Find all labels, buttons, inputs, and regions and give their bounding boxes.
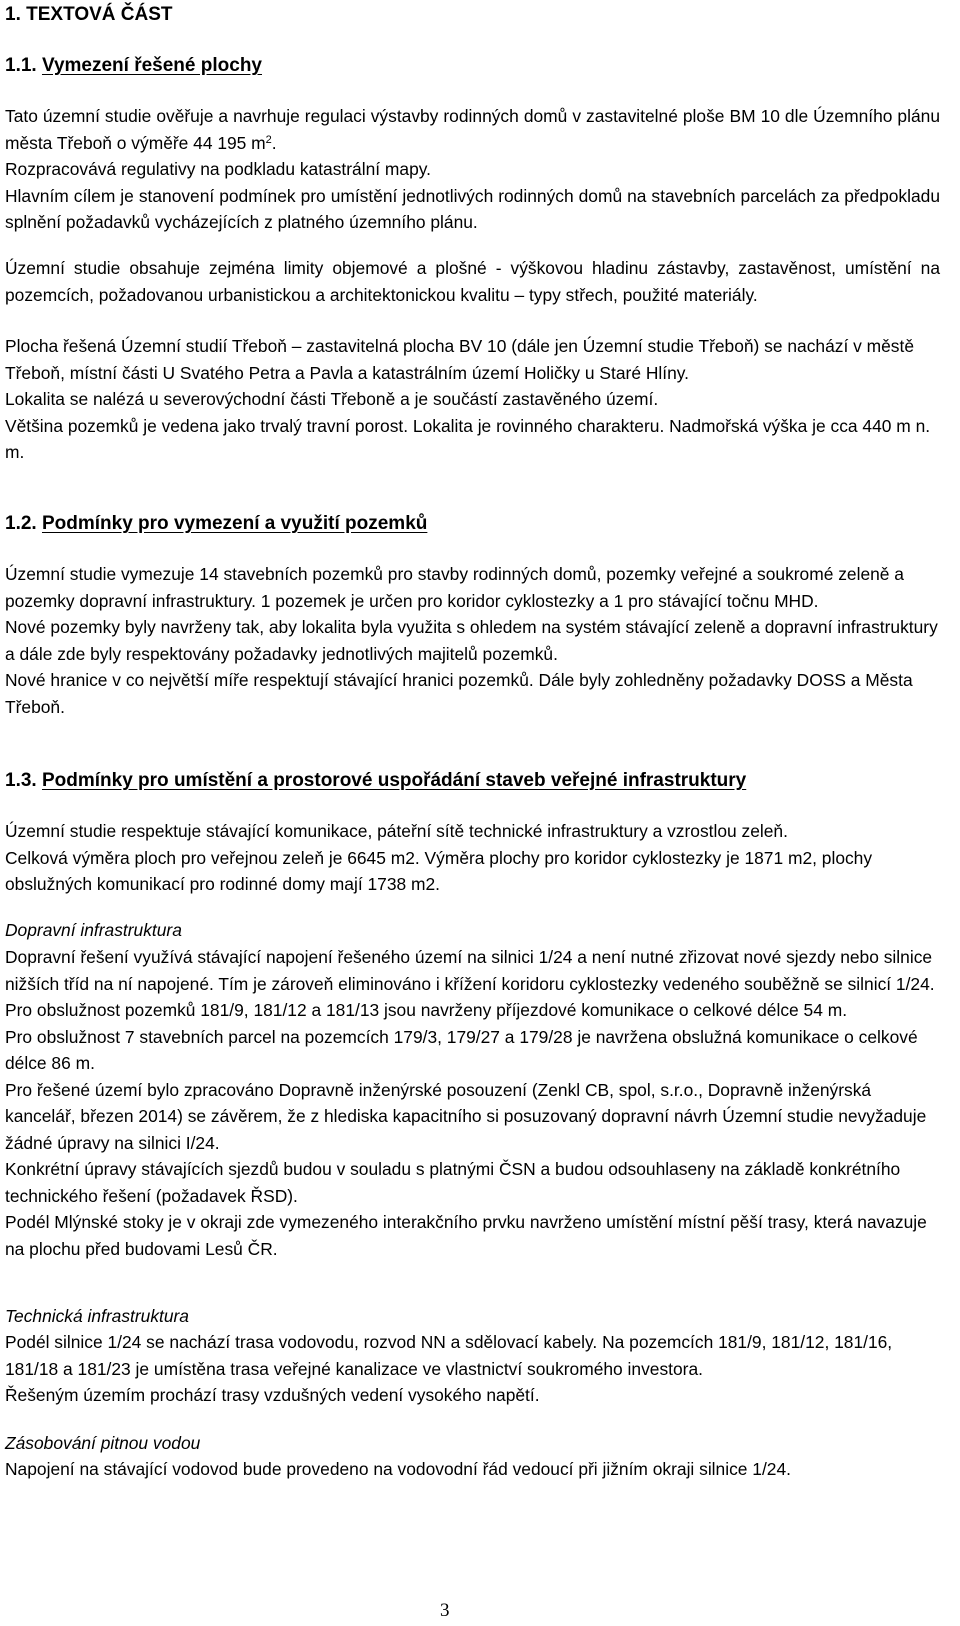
paragraph-line: Územní studie respektuje stávající komunikace, páteřní sítě technické infrastruktury a vzrostlou zeleň.	[5, 821, 788, 841]
subheading-voda: Zásobování pitnou vodou	[5, 1433, 201, 1453]
section-1-2-heading	[5, 513, 427, 535]
paragraph-line	[5, 103, 940, 156]
section-number: 1.3.	[5, 770, 37, 791]
section-1-2-body	[5, 561, 940, 720]
paragraph-line: Nové hranice v co největší míře respektují stávající hranici pozemků. Dále byly zohledněny požadavky DOSS a Města Třeboň.	[5, 670, 913, 717]
dopravni-body	[5, 944, 940, 1262]
paragraph-line: Nové pozemky byly navrženy tak, aby lokalita byla využita s ohledem na systém stávající zeleně a dopravní infrastruktury a dále zde byly respektovány požadavky jednotlivých majitelů pozemků.	[5, 617, 938, 664]
paragraph-line: Konkrétní úpravy stávajících sjezdů budou v souladu s platnými ČSN a budou odsouhlaseny na základě konkrétního technického řešení (požadavek ŘSD).	[5, 1159, 901, 1206]
paragraph-line: Pro obslužnost pozemků 181/9, 181/12 a 181/13 jsou navrženy příjezdové komunikace o celkové délce 54 m.	[5, 1000, 848, 1020]
paragraph-line: Hlavním cílem je stanovení podmínek pro umístění jednotlivých rodinných domů na stavebních parcelách za předpokladu splnění požadavků vycházejících z platného územního plánu.	[5, 185, 940, 232]
paragraph-line: Plocha řešená Územní studií Třeboň – zastavitelná plocha BV 10 (dále jen Územní studie Třeboň) se nachází v městě Třeboň, místní části U Svatého Petra a Pavla a katastrálním území Holičky u Staré Hlíny.	[5, 336, 914, 383]
page-number: 3	[440, 1600, 450, 1621]
section-1-3-intro	[5, 818, 940, 898]
technicka-body	[5, 1329, 940, 1409]
section-1-1-paragraph-3	[5, 333, 940, 466]
section-title: Vymezení řešené plochy	[41, 55, 262, 76]
paragraph-line: Pro řešené území bylo zpracováno Dopravně inženýrské posouzení (Zenkl CB, spol, s.r.o., Dopravně inženýrská kancelář, březen 2014) se závěrem, že z hlediska kapacitního si posuzovaný dopravní návrh Územní studie nevyžaduje žádné úpravy na silnici I/24.	[5, 1079, 927, 1153]
section-title: Podmínky pro vymezení a využití pozemků	[41, 513, 428, 534]
paragraph-line: Napojení na stávající vodovod bude provedeno na vodovodní řád vedoucí při jižním okraji silnice 1/24.	[5, 1459, 791, 1479]
paragraph-line: Podél silnice 1/24 se nachází trasa vodovodu, rozvod NN a sdělovací kabely. Na pozemcích 181/9, 181/12, 181/16, 181/18 a 181/23 je umístěna trasa veřejné kanalizace ve vlastnictví soukromého investora.	[5, 1332, 893, 1379]
section-1-1-paragraph-1	[5, 103, 940, 236]
paragraph-line: Územní studie vymezuje 14 stavebních pozemků pro stavby rodinných domů, pozemky veřejné a soukromé zeleně a pozemky dopravní infrastruktury. 1 pozemek je určen pro koridor cyklostezky a 1 pro stávající točnu MHD.	[5, 564, 904, 611]
paragraph-line: Pro obslužnost 7 stavebních parcel na pozemcích 179/3, 179/27 a 179/28 je navržena obslužná komunikace o celkové délce 86 m.	[5, 1026, 918, 1073]
paragraph-line: Řešeným územím prochází trasy vzdušných vedení vysokého napětí.	[5, 1385, 540, 1405]
paragraph-line: Podél Mlýnské stoky je v okraji zde vymezeného interakčního prvku navrženo umístění místní pěší trasy, která navazuje na plochu před budovami Lesů ČR.	[5, 1212, 927, 1259]
subheading-dopravni: Dopravní infrastruktura	[5, 920, 182, 940]
section-1-1-paragraph-2	[5, 255, 940, 308]
superscript: 2	[265, 133, 272, 146]
paragraph-line: Celková výměra ploch pro veřejnou zeleň je 6645 m2. Výměra plochy pro koridor cyklostezky je 1871 m2, plochy obslužných komunikací pro rodinné domy mají 1738 m2.	[5, 847, 873, 894]
paragraph-line: Rozpracovává regulativy na podkladu katastrální mapy.	[5, 159, 431, 179]
text-span: .	[271, 132, 277, 153]
section-title: Podmínky pro umístění a prostorové uspořádání staveb veřejné infrastruktury	[41, 770, 747, 791]
section-1-3-heading	[5, 770, 746, 792]
paragraph-line: Územní studie obsahuje zejména limity objemové a plošné - výškovou hladinu zástavby, zastavěnost, umístění na pozemcích, požadovanou urbanistickou a architektonickou kvalitu – typy střech, použité materiály.	[5, 258, 940, 305]
paragraph-line: Většina pozemků je vedena jako trvalý travní porost. Lokalita je rovinného charakteru. Nadmořská výška je cca 440 m n. m.	[5, 415, 931, 462]
paragraph-line: Lokalita se nalézá u severovýchodní části Třeboně a je součástí zastavěného území.	[5, 389, 659, 409]
section-number: 1.2.	[5, 513, 37, 534]
section-1-1-heading	[5, 55, 262, 77]
paragraph-line: Dopravní řešení využívá stávající napojení řešeného území na silnici 1/24 a není nutné zřizovat nové sjezdy nebo silnice nižších tříd na ní napojené. Tím je zároveň eliminováno i křížení koridoru cyklostezky vedeného souběžně se silnicí 1/24.	[5, 947, 935, 994]
text-span: Tato územní studie ověřuje a navrhuje regulaci výstavby rodinných domů v zastavitelné ploše BM 10 dle Územního plánu města Třeboň o výměře 44 195 m	[5, 106, 940, 153]
subheading-technicka: Technická infrastruktura	[5, 1306, 189, 1326]
chapter-heading: 1. TEXTOVÁ ČÁST	[5, 4, 173, 25]
section-number: 1.1.	[5, 55, 37, 76]
voda-body	[5, 1456, 940, 1483]
